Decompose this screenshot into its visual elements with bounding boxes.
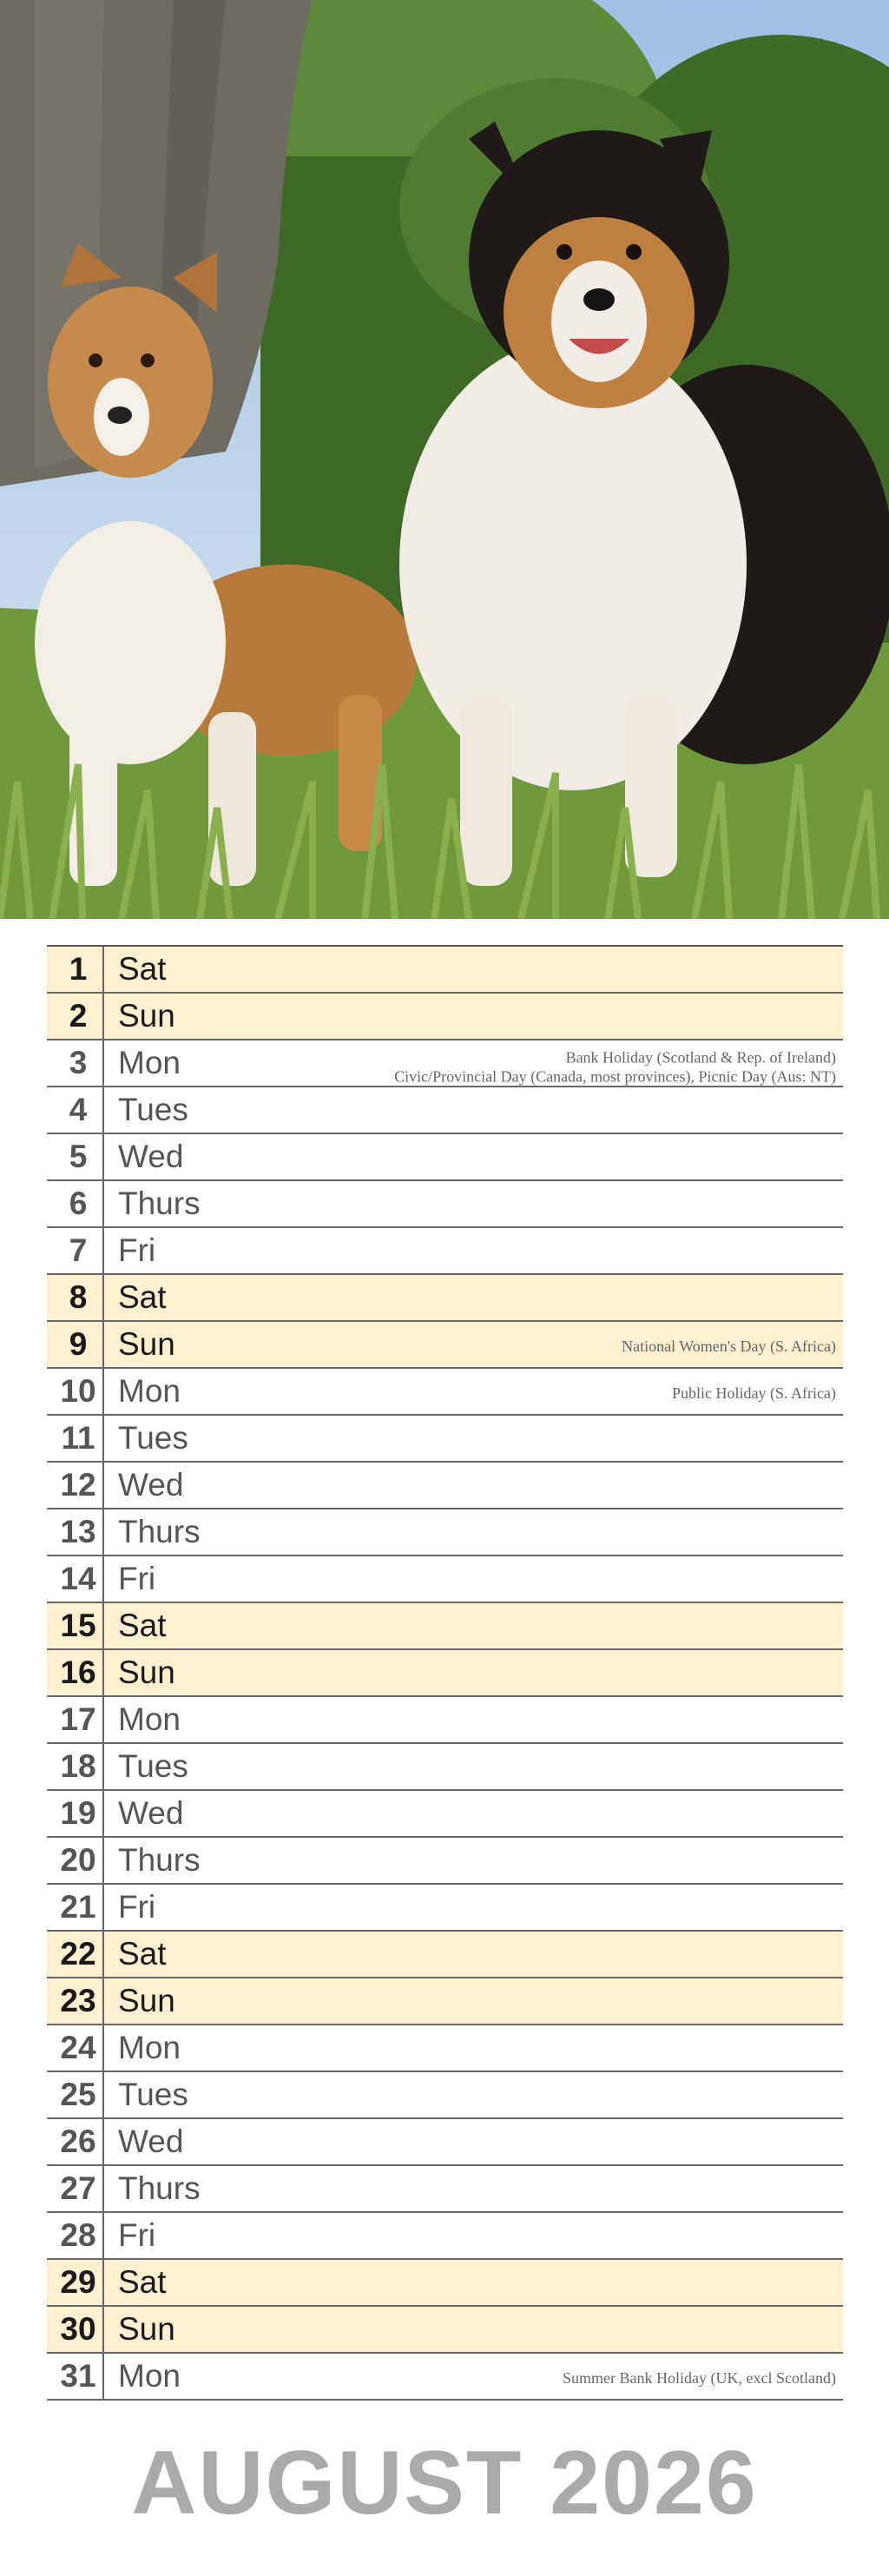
calendar-row [47, 994, 843, 1040]
day-name: Wed [118, 2124, 184, 2159]
day-name: Sun [118, 1326, 175, 1362]
day-number: 16 [47, 1650, 104, 1695]
calendar-row [47, 2260, 843, 2307]
day-name: Wed [118, 1139, 184, 1174]
day-number: 7 [47, 1228, 104, 1273]
day-number: 21 [47, 1885, 104, 1930]
holiday-notes [563, 2368, 836, 2388]
day-name: Thurs [118, 2170, 201, 2206]
day-name: Fri [118, 2217, 156, 2253]
calendar-row [47, 1744, 843, 1791]
calendar-row [47, 1932, 843, 1978]
day-name: Tues [118, 1748, 188, 1784]
day-name: Sat [118, 1279, 167, 1315]
day-number: 23 [47, 1978, 104, 2024]
day-number: 14 [47, 1556, 104, 1602]
holiday-notes [394, 1047, 836, 1086]
holiday-note: National Women's Day (S. Africa) [622, 1338, 836, 1356]
day-number: 20 [47, 1838, 104, 1883]
day-number: 9 [47, 1322, 104, 1367]
calendar-row [47, 2072, 843, 2119]
day-number: 26 [47, 2119, 104, 2164]
calendar-row [47, 1416, 843, 1463]
day-name: Sat [118, 951, 167, 987]
day-number: 15 [47, 1603, 104, 1648]
day-name: Thurs [118, 1514, 201, 1549]
day-number: 10 [47, 1369, 104, 1414]
day-number: 12 [47, 1463, 104, 1508]
day-name: Sun [118, 2311, 175, 2347]
holiday-note: Summer Bank Holiday (UK, excl Scotland) [563, 2369, 836, 2388]
day-name: Mon [118, 1045, 181, 1080]
calendar-row [47, 1275, 843, 1322]
holiday-notes [622, 1337, 836, 1356]
day-number: 22 [47, 1932, 104, 1977]
calendar-row [47, 2025, 843, 2072]
day-name: Wed [118, 1467, 184, 1503]
calendar-row [47, 947, 843, 994]
day-name: Wed [118, 1795, 184, 1831]
day-name: Sat [118, 1608, 167, 1643]
day-number: 27 [47, 2166, 104, 2211]
day-number: 18 [47, 1744, 104, 1789]
day-number: 13 [47, 1509, 104, 1555]
day-name: Thurs [118, 1842, 201, 1878]
day-number: 25 [47, 2072, 104, 2117]
calendar-row [47, 1978, 843, 2025]
day-number: 6 [47, 1181, 104, 1226]
day-number: 1 [47, 947, 104, 992]
holiday-note: Civic/Provincial Day (Canada, most provinces), Picnic Day (Aus: NT) [394, 1067, 836, 1086]
holiday-notes [672, 1384, 836, 1403]
day-name: Sun [118, 1983, 175, 2018]
calendar-row [47, 2119, 843, 2166]
day-name: Thurs [118, 1186, 201, 1221]
day-name: Tues [118, 2077, 188, 2112]
day-name: Sat [118, 2264, 167, 2300]
dog-photo [0, 0, 889, 919]
calendar-row [47, 1603, 843, 1650]
day-number: 28 [47, 2213, 104, 2258]
day-name: Mon [118, 1373, 181, 1409]
dog-photo-illustration [0, 0, 889, 919]
calendar-row [47, 2213, 843, 2260]
calendar-row [47, 1697, 843, 1744]
day-number: 17 [47, 1697, 104, 1742]
day-number: 30 [47, 2307, 104, 2352]
calendar-row [47, 1650, 843, 1697]
calendar-row [47, 1463, 843, 1509]
calendar-row [47, 2354, 843, 2401]
calendar-row [47, 1509, 843, 1556]
holiday-note: Public Holiday (S. Africa) [672, 1384, 836, 1403]
day-number: 31 [47, 2354, 104, 2399]
day-name: Sun [118, 998, 175, 1034]
month-title: AUGUST 2026 [131, 2433, 758, 2533]
day-number: 2 [47, 994, 104, 1039]
day-name: Fri [118, 1561, 156, 1596]
day-number: 8 [47, 1275, 104, 1320]
day-name: Mon [118, 2030, 181, 2065]
calendar-row [47, 1134, 843, 1181]
day-number: 5 [47, 1134, 104, 1179]
day-name: Fri [118, 1232, 156, 1268]
calendar-row [47, 1556, 843, 1603]
calendar-row [47, 1885, 843, 1932]
calendar-row [47, 1181, 843, 1228]
day-number: 11 [47, 1416, 104, 1461]
day-name: Mon [118, 1701, 181, 1737]
holiday-note: Bank Holiday (Scotland & Rep. of Ireland) [565, 1048, 836, 1067]
calendar-row [47, 2307, 843, 2354]
calendar-row [47, 1369, 843, 1416]
day-name: Fri [118, 1889, 156, 1925]
calendar-row [47, 1322, 843, 1369]
calendar-row [47, 1838, 843, 1885]
day-name: Tues [118, 1420, 188, 1456]
day-number: 4 [47, 1087, 104, 1133]
calendar-row [47, 1791, 843, 1838]
day-number: 19 [47, 1791, 104, 1836]
calendar-grid [47, 945, 843, 2401]
day-name: Mon [118, 2358, 181, 2394]
calendar-row [47, 1040, 843, 1087]
calendar-row [47, 1087, 843, 1134]
day-number: 29 [47, 2260, 104, 2305]
day-name: Tues [118, 1092, 188, 1127]
calendar-row [47, 2166, 843, 2213]
day-number: 3 [47, 1040, 104, 1086]
day-number: 24 [47, 2025, 104, 2071]
day-name: Sun [118, 1655, 175, 1690]
calendar-row [47, 1228, 843, 1275]
day-name: Sat [118, 1936, 167, 1972]
